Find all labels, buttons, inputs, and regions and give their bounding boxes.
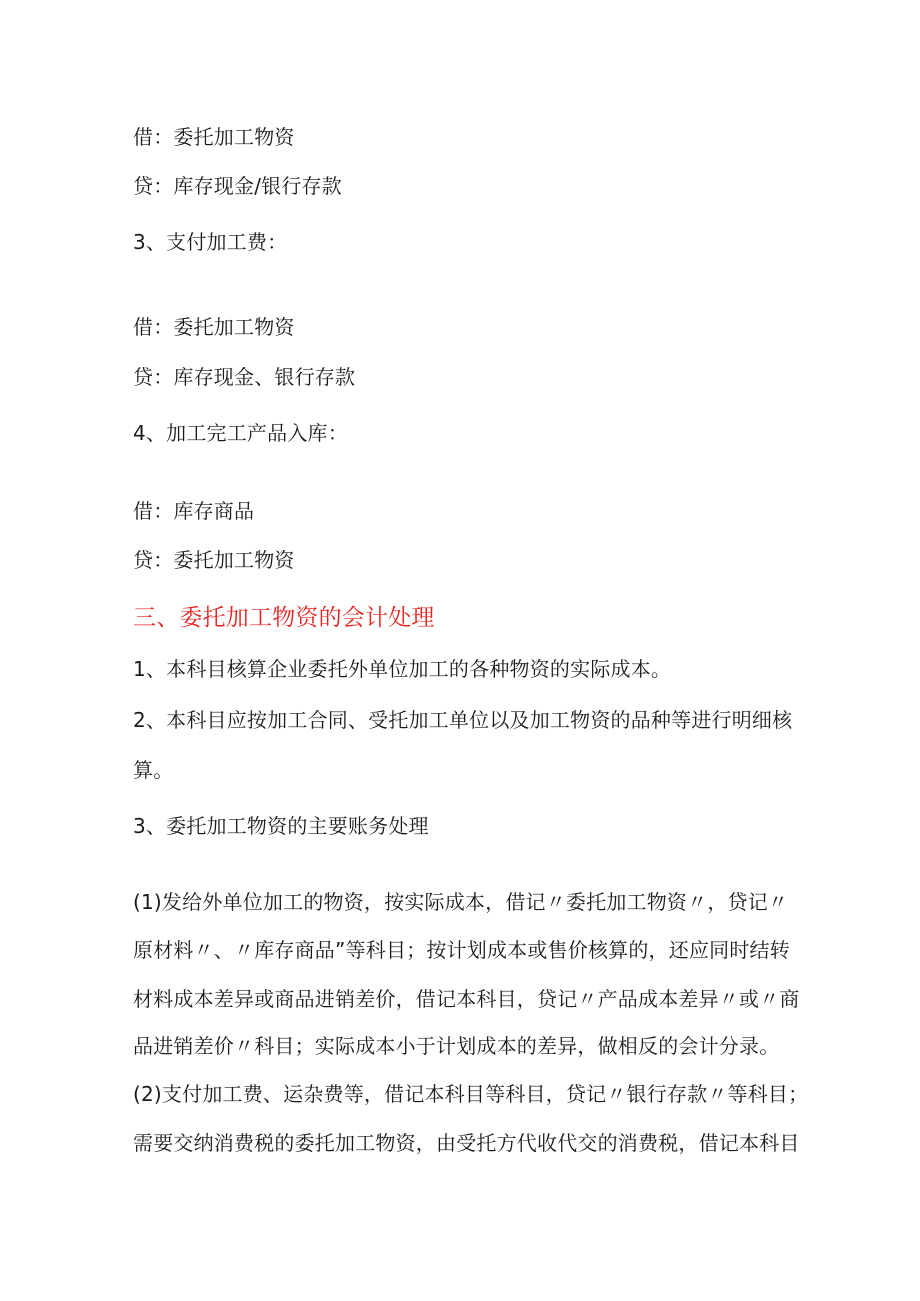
step-pay-processing-fee: 3、支付加工费： [133,230,288,254]
paragraph-line: 需要交纳消费税的委托加工物资，由受托方代收代交的消费税，借记本科目 [133,1131,800,1155]
entry-credit-materials: 贷：委托加工物资 [133,548,295,572]
entry-debit-inventory: 借：库存商品 [133,499,255,523]
entry-debit-materials: 借：委托加工物资 [133,125,295,149]
paragraph-line: 1、本科目核算企业委托外单位加工的各种物资的实际成本。 [133,657,672,681]
paragraph-line: (1)发给外单位加工的物资，按实际成本，借记〃委托加工物资〃，贷记〃 [133,890,789,914]
entry-debit-materials: 借：委托加工物资 [133,315,295,339]
paragraph-line: 算。 [133,758,174,782]
section-heading: 三、委托加工物资的会计处理 [133,605,435,631]
paragraph-line: (2)支付加工费、运杂费等，借记本科目等科目，贷记〃银行存款〃等科目； [133,1082,809,1106]
paragraph-line: 2、本科目应按加工合同、受托加工单位以及加工物资的品种等进行明细核 [133,708,793,732]
paragraph-line: 3、委托加工物资的主要账务处理 [133,814,429,838]
paragraph-line: 材料成本差异或商品进销差价，借记本科目，贷记〃产品成本差异〃或〃商 [133,987,800,1011]
paragraph-line: 原材料〃、〃库存商品”等科目；按计划成本或售价核算的，还应同时结转 [133,938,790,962]
entry-credit-cash-bank: 贷：库存现金/银行存款 [133,174,342,198]
entry-credit-cash-bank: 贷：库存现金、银行存款 [133,365,356,389]
step-finished-goods-storage: 4、加工完工产品入库： [133,421,348,445]
paragraph-line: 品进销差价〃科目；实际成本小于计划成本的差异，做相反的会计分录。 [133,1034,780,1058]
